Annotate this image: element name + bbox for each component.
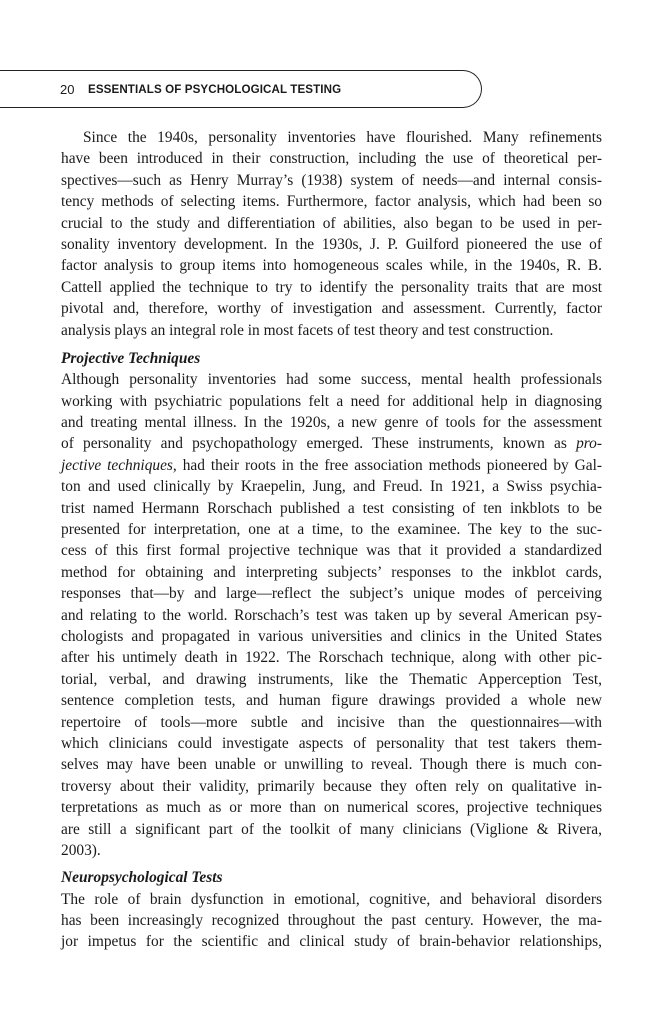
text-line: pivotal and, therefore, worthy of investigation and assessment. Currently, factor <box>61 300 602 318</box>
text-line: analysis plays an integral role in most facets of test theory and test construction. <box>61 321 554 339</box>
running-head-title: ESSENTIALS OF PSYCHOLOGICAL TESTING <box>88 83 342 96</box>
text-line: Although personality inventories had some success, mental health professionals <box>61 371 602 389</box>
paragraph-neuropsychological-tests <box>61 889 602 953</box>
text-line: Cattell applied the technique to try to identify the personality traits that are most <box>61 278 602 296</box>
text-line: torial, verbal, and drawing instruments, like the Thematic Apperception Test, <box>61 670 602 688</box>
text-line: troversy about their validity, primarily because they often rely on qualitative in- <box>61 777 602 795</box>
text-line: sonality inventory development. In the 1930s, J. P. Guilford pioneered the use of <box>61 235 602 253</box>
text-line: selves may have been unable or unwilling to reveal. Though there is much con- <box>61 756 602 774</box>
page-body <box>61 127 602 953</box>
paragraph-projective-techniques <box>61 369 602 861</box>
section-heading-neuropsychological-tests: Neuropsychological Tests <box>61 869 223 887</box>
text-line: trist named Hermann Rorschach published a test consisting of ten inkblots to be <box>61 499 602 517</box>
text-line: 2003). <box>61 841 101 859</box>
text-line: sentence completion tests, and human figure drawings provided a whole new <box>61 692 602 710</box>
text-line: are still a significant part of the toolkit of many clinicians (Viglione & Rivera, <box>61 820 602 838</box>
text-line: ton and used clinically by Kraepelin, Jung, and Freud. In 1921, a Swiss psychia- <box>61 478 602 496</box>
text-line: method for obtaining and interpreting subjects’ responses to the inkblot cards, <box>61 563 602 581</box>
text-line: The role of brain dysfunction in emotional, cognitive, and behavioral disorders <box>61 890 602 908</box>
text-line: responses that—by and large—reflect the subject’s unique modes of perceiving <box>61 585 602 603</box>
text-line: repertoire of tools—more subtle and incisive than the questionnaires—with <box>61 713 602 731</box>
text-line: tency methods of selecting items. Furthermore, factor analysis, which had been so <box>61 193 602 211</box>
text-line: Since the 1940s, personality inventories have flourished. Many refinements <box>83 129 602 146</box>
text-line: has been increasingly recognized throughout the past century. However, the ma- <box>61 912 602 930</box>
text-line: have been introduced in their construction, including the use of theoretical per- <box>61 150 602 168</box>
text-line: crucial to the study and differentiation of abilities, also began to be used in per- <box>61 214 602 232</box>
text-line: and relating to the world. Rorschach’s test was taken up by several American psy- <box>61 606 602 624</box>
text-line: and treating mental illness. In the 1920s, a new genre of tools for the assessment <box>61 414 602 432</box>
running-head <box>0 70 482 108</box>
text-line: working with psychiatric populations felt a need for additional help in diagnosing <box>61 392 602 410</box>
text-line: jor impetus for the scientific and clinical study of brain-behavior relationships, <box>61 933 602 951</box>
text-line <box>61 433 602 454</box>
text-line: after his untimely death in 1922. The Rorschach technique, along with other pic- <box>61 649 602 667</box>
paragraph-personality-inventories <box>61 127 602 341</box>
italic-term: pro- <box>576 435 602 453</box>
text-line: which clinicians could investigate aspects of personality that test takers them- <box>61 734 602 752</box>
text-segment: had their roots in the free association methods pioneered by Gal- <box>176 456 602 474</box>
text-line: factor analysis to group items into homogeneous scales while, in the 1940s, R. B. <box>61 257 602 275</box>
text-line <box>61 455 602 476</box>
text-segment: of personality and psychopathology emerged. These instruments, known as <box>61 435 577 453</box>
section-heading-projective-techniques: Projective Techniques <box>61 349 201 367</box>
text-line: cess of this first formal projective technique was that it provided a standardized <box>61 542 602 560</box>
text-line: chologists and propagated in various universities and clinics in the United States <box>61 627 602 645</box>
italic-term: jective techniques, <box>61 456 177 474</box>
page-number: 20 <box>60 82 75 97</box>
text-line: spectives—such as Henry Murray’s (1938) system of needs—and internal consis- <box>61 171 602 189</box>
text-line: terpretations as much as or more than on numerical scores, projective techniques <box>61 799 602 817</box>
text-line: presented for interpretation, one at a time, to the examinee. The key to the suc- <box>61 521 602 539</box>
